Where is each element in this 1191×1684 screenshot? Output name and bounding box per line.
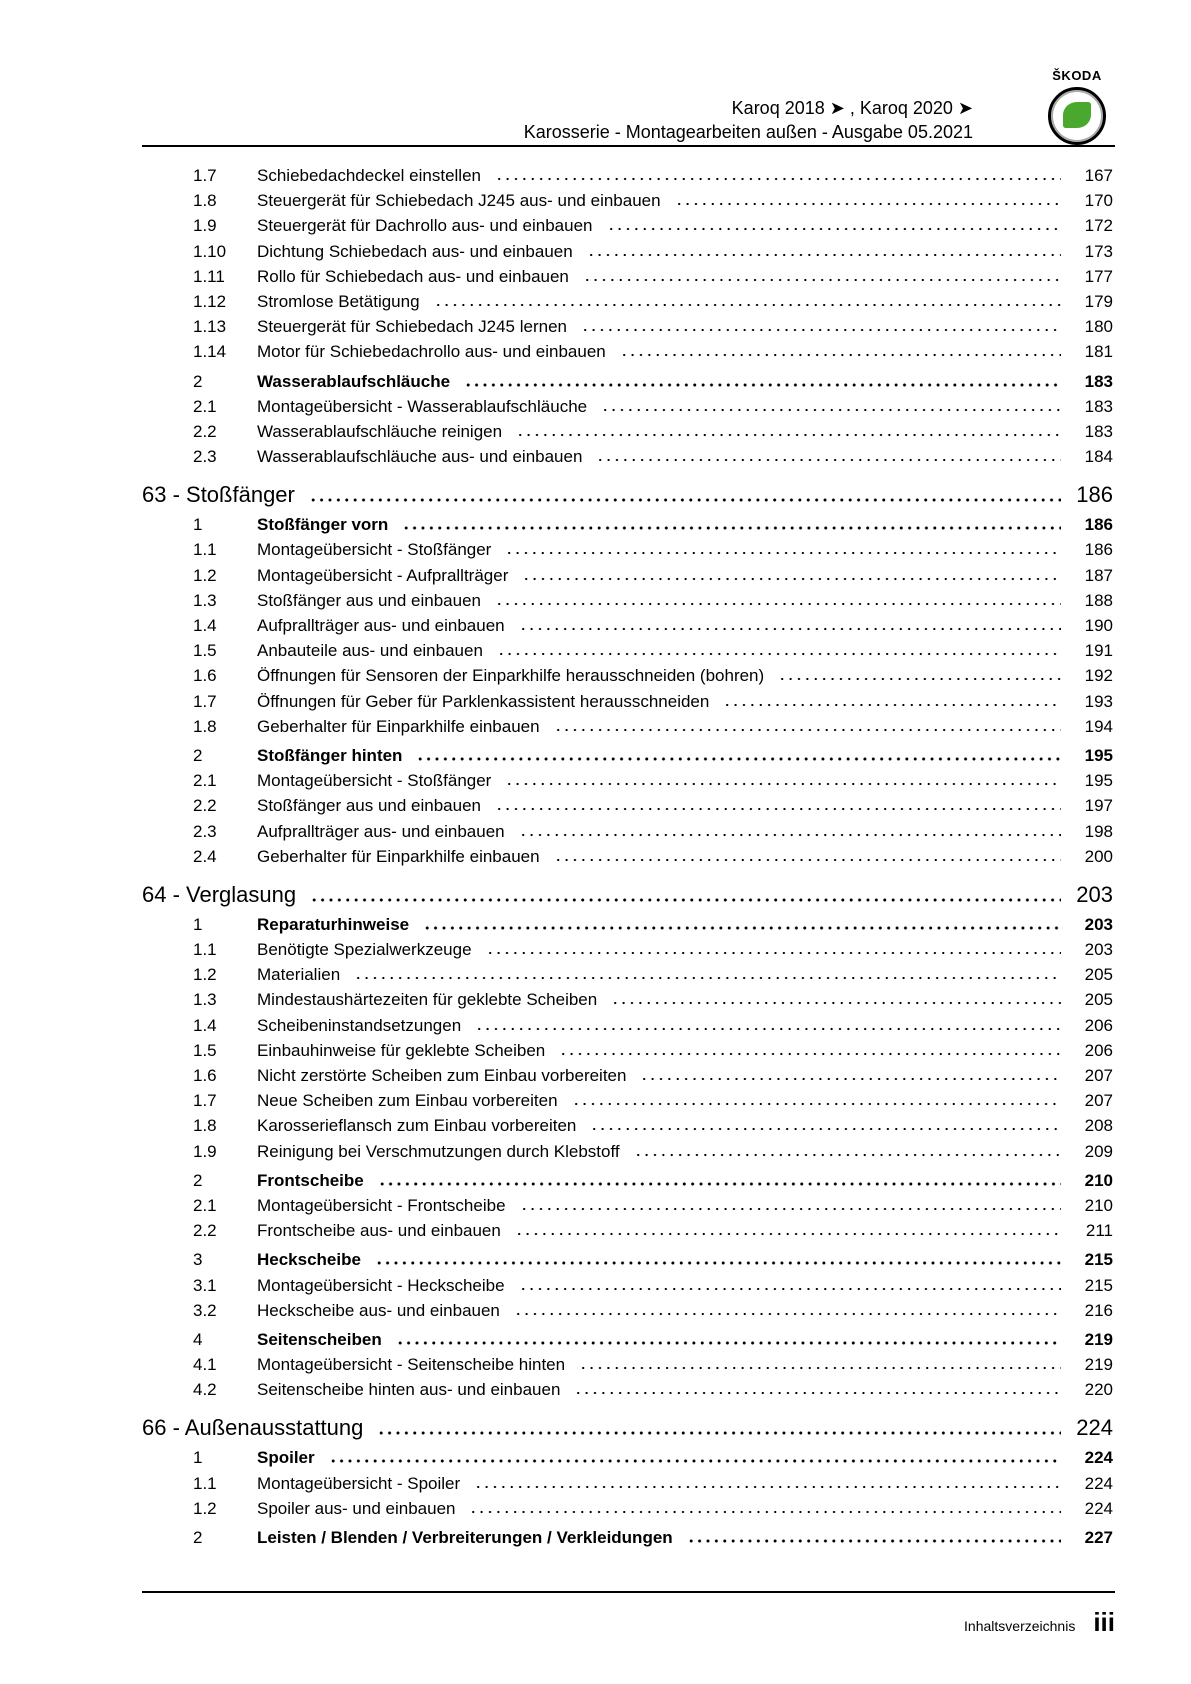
dot-leader <box>601 408 1061 412</box>
entry-title: 63 - Stoßfänger <box>142 482 295 508</box>
dot-leader <box>579 1366 1061 1370</box>
toc-section[interactable] <box>142 1250 1113 1275</box>
dot-leader <box>596 458 1061 462</box>
entry-page: 172 <box>1084 216 1113 236</box>
dot-leader <box>505 551 1061 555</box>
dot-leader <box>329 1459 1061 1463</box>
toc-section[interactable] <box>142 515 1113 540</box>
dot-leader <box>723 703 1061 707</box>
entry-number: 1.5 <box>193 641 217 661</box>
dot-leader <box>354 976 1061 980</box>
dot-leader <box>572 1102 1061 1106</box>
footer-section-name: Inhaltsverzeichnis <box>964 1618 1076 1634</box>
entry-page: 203 <box>1084 914 1113 934</box>
dot-leader <box>519 833 1061 837</box>
entry-title: Öffnungen für Sensoren der Einparkhilfe herausschneiden (bohren) <box>257 666 765 686</box>
entry-number: 1.3 <box>193 590 217 610</box>
dot-leader <box>574 1391 1061 1395</box>
dot-leader <box>590 1127 1061 1131</box>
toc-section[interactable] <box>142 1171 1113 1196</box>
toc-entry[interactable] <box>142 717 1113 742</box>
entry-title: Steuergerät für Schiebedach J245 aus- und einbauen <box>257 191 661 211</box>
entry-page: 203 <box>1084 940 1113 960</box>
entry-page: 183 <box>1084 371 1113 391</box>
entry-number: 3.1 <box>193 1275 217 1295</box>
entry-page: 179 <box>1084 291 1113 311</box>
entry-title: Aufprallträger aus- und einbauen <box>257 616 505 635</box>
entry-title: Seitenscheiben <box>257 1329 382 1349</box>
entry-number: 1.2 <box>193 565 217 585</box>
entry-page: 219 <box>1084 1355 1113 1375</box>
dot-leader <box>778 677 1061 681</box>
entry-number: 1.9 <box>193 1141 217 1161</box>
entry-page: 197 <box>1084 796 1113 816</box>
entry-page: 215 <box>1084 1275 1113 1295</box>
entry-number: 1.6 <box>193 666 217 686</box>
dot-leader <box>402 526 1061 530</box>
dot-leader <box>554 728 1061 732</box>
entry-number: 1.10 <box>193 241 227 261</box>
entry-page: 203 <box>1076 881 1113 907</box>
entry-title: Montageübersicht - Seitenscheibe hinten <box>257 1355 566 1375</box>
toc-entry[interactable] <box>142 1091 1113 1116</box>
entry-title: Montageübersicht - Spoiler <box>257 1473 461 1493</box>
toc-entry[interactable] <box>142 666 1113 691</box>
entry-title: Stoßfänger hinten <box>257 745 403 765</box>
toc-entry[interactable] <box>142 1499 1113 1524</box>
entry-page: 211 <box>1085 1221 1113 1241</box>
entry-number: 2.4 <box>193 846 217 866</box>
entry-page: 188 <box>1084 590 1113 610</box>
header-divider <box>142 145 1115 147</box>
entry-title: Wasserablaufschläuche <box>257 371 451 391</box>
entry-page: 209 <box>1084 1141 1113 1161</box>
dot-leader <box>514 1312 1061 1316</box>
entry-page: 180 <box>1084 317 1113 337</box>
dot-leader <box>378 1182 1061 1186</box>
toc-entry[interactable] <box>142 1276 1113 1301</box>
entry-page: 219 <box>1084 1329 1113 1349</box>
entry-page: 224 <box>1084 1473 1113 1493</box>
toc-entry[interactable] <box>142 822 1113 847</box>
entry-number: 2.2 <box>193 1221 217 1241</box>
entry-title: Montageübersicht - Stoßfänger <box>257 771 492 791</box>
dot-leader <box>486 951 1061 955</box>
entry-number: 1.9 <box>193 216 217 236</box>
toc-entry[interactable] <box>142 1066 1113 1091</box>
entry-page: 192 <box>1084 666 1113 686</box>
dot-leader <box>434 303 1061 307</box>
entry-title: Motor für Schiebedachrollo aus- und einbauen <box>257 342 606 362</box>
dot-leader <box>464 383 1061 387</box>
entry-number: 1.1 <box>193 540 217 560</box>
entry-title: Wasserablaufschläuche reinigen <box>257 421 503 441</box>
toc-entry[interactable] <box>142 1142 1113 1167</box>
entry-page: 195 <box>1084 745 1113 765</box>
entry-page: 194 <box>1084 716 1113 736</box>
entry-page: 195 <box>1084 771 1113 791</box>
entry-page: 205 <box>1084 990 1113 1010</box>
toc-entry[interactable] <box>142 1474 1113 1499</box>
entry-title: Stoßfänger aus und einbauen <box>257 796 482 816</box>
footer <box>964 1607 1115 1638</box>
entry-title: Aufprallträger aus- und einbauen <box>257 821 505 841</box>
toc-entry[interactable] <box>142 422 1113 447</box>
entry-title: Schiebedachdeckel einstellen <box>257 166 481 185</box>
entry-number: 3 <box>193 1250 203 1270</box>
footer-page-number: iii <box>1093 1607 1115 1637</box>
entry-number: 1.3 <box>193 990 217 1010</box>
toc-entry[interactable] <box>142 292 1113 317</box>
entry-title: Steuergerät für Dachrollo aus- und einbauen <box>257 216 593 236</box>
skoda-arrow-icon <box>1048 87 1106 145</box>
dot-leader <box>515 1232 1061 1236</box>
toc-entry[interactable] <box>142 540 1113 565</box>
toc-entry[interactable] <box>142 940 1113 965</box>
entry-page: 200 <box>1084 846 1113 866</box>
entry-number: 1.2 <box>193 1498 217 1518</box>
entry-page: 190 <box>1084 616 1113 635</box>
entry-number: 1.7 <box>193 1091 217 1111</box>
entry-number: 1.5 <box>193 1040 217 1060</box>
toc-entry[interactable] <box>142 1355 1113 1380</box>
toc-chapter[interactable] <box>142 1415 1113 1446</box>
entry-page: 224 <box>1084 1448 1113 1468</box>
dot-leader <box>309 498 1061 502</box>
entry-page: 224 <box>1084 1498 1113 1518</box>
dot-leader <box>396 1341 1061 1345</box>
entry-number: 4.2 <box>193 1380 217 1400</box>
dot-leader <box>495 177 1061 181</box>
entry-title: Montageübersicht - Aufprallträger <box>257 565 509 585</box>
entry-title: 64 - Verglasung <box>142 881 297 907</box>
entry-page: 216 <box>1084 1300 1113 1320</box>
dot-leader <box>675 202 1061 206</box>
entry-number: 1.6 <box>193 1066 217 1085</box>
entry-number: 1.1 <box>193 940 217 960</box>
entry-page: 183 <box>1084 396 1113 416</box>
entry-page: 198 <box>1084 821 1113 841</box>
entry-title: Frontscheibe <box>257 1170 364 1190</box>
toc-section[interactable] <box>142 1448 1113 1473</box>
entry-page: 227 <box>1084 1528 1113 1547</box>
entry-number: 1.7 <box>193 166 217 185</box>
entry-page: 210 <box>1084 1195 1113 1215</box>
entry-number: 1.8 <box>193 716 217 736</box>
entry-title: Heckscheibe aus- und einbauen <box>257 1300 500 1320</box>
entry-page: 170 <box>1084 191 1113 211</box>
entry-number: 2.1 <box>193 396 217 416</box>
entry-title: Montageübersicht - Heckscheibe <box>257 1275 505 1295</box>
entry-page: 184 <box>1084 447 1113 467</box>
entry-title: Geberhalter für Einparkhilfe einbauen <box>257 716 540 736</box>
dot-leader <box>559 1052 1061 1056</box>
dot-leader <box>495 602 1061 606</box>
entry-page: 206 <box>1084 1015 1113 1035</box>
header-vehicle-models: Karoq 2018 ➤ , Karoq 2020 ➤ <box>731 98 973 118</box>
dot-leader <box>554 858 1061 862</box>
entry-number: 1.14 <box>193 342 227 362</box>
entry-number: 2.3 <box>193 821 217 841</box>
header-document-title: Karosserie - Montagearbeiten außen - Ausgabe 05.2021 <box>523 122 973 142</box>
dot-leader <box>581 328 1061 332</box>
entry-title: Steuergerät für Schiebedach J245 lernen <box>257 317 567 337</box>
entry-number: 2.1 <box>193 771 217 791</box>
entry-title: Nicht zerstörte Scheiben zum Einbau vorbereiten <box>257 1066 627 1085</box>
entry-title: 66 - Außenausstattung <box>142 1415 364 1441</box>
dot-leader <box>469 1510 1061 1514</box>
entry-title: Öffnungen für Geber für Parklenkassistent herausschneiden <box>257 691 710 711</box>
dot-leader <box>519 627 1061 631</box>
toc-section[interactable] <box>142 1528 1113 1553</box>
entry-title: Reinigung bei Verschmutzungen durch Klebstoff <box>257 1141 620 1161</box>
toc-entry[interactable] <box>142 191 1113 216</box>
toc-entry[interactable] <box>142 166 1113 191</box>
toc-entry[interactable] <box>142 965 1113 990</box>
entry-number: 2 <box>193 1170 203 1190</box>
entry-number: 4 <box>193 1329 203 1349</box>
entry-page: 220 <box>1084 1380 1113 1400</box>
dot-leader <box>640 1077 1061 1081</box>
toc-entry[interactable] <box>142 397 1113 422</box>
toc-entry[interactable] <box>142 1116 1113 1141</box>
dot-leader <box>377 1431 1061 1435</box>
entry-page: 207 <box>1084 1091 1113 1111</box>
entry-page: 186 <box>1076 482 1113 508</box>
entry-title: Mindestaushärtezeiten für geklebte Scheiben <box>257 990 598 1010</box>
entry-title: Stoßfänger vorn <box>257 515 389 535</box>
toc-entry[interactable] <box>142 616 1113 641</box>
entry-title: Anbauteile aus- und einbauen <box>257 641 483 661</box>
entry-title: Seitenscheibe hinten aus- und einbauen <box>257 1380 561 1400</box>
entry-page: 181 <box>1084 342 1113 362</box>
entry-title: Scheibeninstandsetzungen <box>257 1015 462 1035</box>
entry-number: 1.7 <box>193 691 217 711</box>
entry-number: 2 <box>193 1528 203 1547</box>
entry-number: 1.8 <box>193 191 217 211</box>
entry-page: 193 <box>1084 691 1113 711</box>
entry-title: Reparaturhinweise <box>257 914 410 934</box>
entry-title: Karosserieflansch zum Einbau vorbereiten <box>257 1116 577 1136</box>
dot-leader <box>620 353 1061 357</box>
dot-leader <box>423 926 1061 930</box>
toc-entry[interactable] <box>142 847 1113 872</box>
entry-number: 2 <box>193 745 203 765</box>
toc-section[interactable] <box>142 915 1113 940</box>
entry-title: Montageübersicht - Frontscheibe <box>257 1195 506 1215</box>
dot-leader <box>611 1001 1061 1005</box>
entry-title: Spoiler aus- und einbauen <box>257 1498 456 1518</box>
toc-section[interactable] <box>142 746 1113 771</box>
toc-chapter[interactable] <box>142 482 1113 513</box>
dot-leader <box>522 577 1061 581</box>
entry-number: 3.2 <box>193 1300 217 1320</box>
entry-title: Montageübersicht - Wasserablaufschläuche <box>257 396 588 416</box>
entry-number: 1.1 <box>193 1473 217 1493</box>
entry-number: 2.2 <box>193 796 217 816</box>
dot-leader <box>520 1207 1061 1211</box>
entry-page: 210 <box>1084 1170 1113 1190</box>
entry-title: Spoiler <box>257 1448 315 1468</box>
entry-number: 1.11 <box>193 266 225 286</box>
entry-title: Wasserablaufschläuche aus- und einbauen <box>257 447 583 467</box>
entry-page: 205 <box>1084 965 1113 985</box>
logo-wordmark: ŠKODA <box>1052 68 1102 83</box>
toc-entry[interactable] <box>142 990 1113 1015</box>
entry-page: 177 <box>1084 266 1113 286</box>
skoda-logo <box>1042 68 1112 145</box>
dot-leader <box>516 433 1061 437</box>
entry-page: 186 <box>1084 515 1113 535</box>
dot-leader <box>497 652 1061 656</box>
entry-page: 215 <box>1084 1250 1113 1270</box>
entry-title: Geberhalter für Einparkhilfe einbauen <box>257 846 540 866</box>
dot-leader <box>310 898 1061 902</box>
entry-number: 1.8 <box>193 1116 217 1136</box>
dot-leader <box>505 782 1061 786</box>
toc-entry[interactable] <box>142 1221 1113 1246</box>
toc-entry[interactable] <box>142 692 1113 717</box>
toc-entry[interactable] <box>142 641 1113 666</box>
entry-number: 2.2 <box>193 421 217 441</box>
entry-number: 1 <box>193 914 203 934</box>
toc-entry[interactable] <box>142 566 1113 591</box>
toc-entry[interactable] <box>142 1301 1113 1326</box>
toc-entry[interactable] <box>142 447 1113 472</box>
entry-title: Benötigte Spezialwerkzeuge <box>257 940 472 960</box>
entry-number: 1.2 <box>193 965 217 985</box>
dot-leader <box>416 757 1061 761</box>
entry-page: 207 <box>1084 1066 1113 1085</box>
entry-number: 1.4 <box>193 1015 217 1035</box>
entry-number: 2.3 <box>193 447 217 467</box>
entry-title: Rollo für Schiebedach aus- und einbauen <box>257 266 569 286</box>
toc-entry[interactable] <box>142 216 1113 241</box>
dot-leader <box>474 1485 1061 1489</box>
toc-entry[interactable] <box>142 267 1113 292</box>
dot-leader <box>475 1027 1061 1031</box>
dot-leader <box>634 1153 1061 1157</box>
entry-title: Stromlose Betätigung <box>257 291 420 311</box>
entry-number: 1 <box>193 515 203 535</box>
dot-leader <box>687 1539 1061 1543</box>
entry-title: Dichtung Schiebedach aus- und einbauen <box>257 241 573 261</box>
entry-page: 191 <box>1084 641 1113 661</box>
toc-entry[interactable] <box>142 1196 1113 1221</box>
entry-number: 2 <box>193 371 203 391</box>
dot-leader <box>583 278 1061 282</box>
entry-number: 1.13 <box>193 317 227 337</box>
entry-title: Montageübersicht - Stoßfänger <box>257 540 492 560</box>
entry-page: 224 <box>1076 1415 1113 1441</box>
entry-number: 4.1 <box>193 1355 217 1375</box>
toc-entry[interactable] <box>142 1041 1113 1066</box>
toc-entry[interactable] <box>142 317 1113 342</box>
dot-leader <box>519 1287 1061 1291</box>
entry-title: Frontscheibe aus- und einbauen <box>257 1221 501 1241</box>
toc-entry[interactable] <box>142 1016 1113 1041</box>
toc-entry[interactable] <box>142 591 1113 616</box>
toc-entry[interactable] <box>142 771 1113 796</box>
table-of-contents <box>142 166 1113 1553</box>
entry-title: Stoßfänger aus und einbauen <box>257 590 482 610</box>
entry-number: 1 <box>193 1448 203 1468</box>
dot-leader <box>495 807 1061 811</box>
footer-divider <box>142 1591 1115 1593</box>
entry-page: 208 <box>1084 1116 1113 1136</box>
entry-number: 2.1 <box>193 1195 217 1215</box>
entry-title: Einbauhinweise für geklebte Scheiben <box>257 1040 546 1060</box>
entry-page: 183 <box>1084 421 1113 441</box>
entry-page: 173 <box>1084 241 1113 261</box>
dot-leader <box>587 253 1061 257</box>
entry-title: Neue Scheiben zum Einbau vorbereiten <box>257 1091 558 1111</box>
entry-page: 187 <box>1084 565 1113 585</box>
dot-leader <box>607 227 1062 231</box>
entry-title: Materialien <box>257 965 341 985</box>
entry-number: 1.12 <box>193 291 227 311</box>
toc-entry[interactable] <box>142 342 1113 367</box>
toc-section[interactable] <box>142 372 1113 397</box>
entry-page: 186 <box>1084 540 1113 560</box>
dot-leader <box>375 1261 1061 1265</box>
toc-entry[interactable] <box>142 242 1113 267</box>
entry-page: 206 <box>1084 1040 1113 1060</box>
entry-title: Leisten / Blenden / Verbreiterungen / Verkleidungen <box>257 1528 673 1547</box>
entry-page: 167 <box>1084 166 1113 185</box>
toc-entry[interactable] <box>142 1380 1113 1405</box>
toc-entry[interactable] <box>142 796 1113 821</box>
entry-title: Heckscheibe <box>257 1250 361 1270</box>
toc-section[interactable] <box>142 1330 1113 1355</box>
entry-number: 1.4 <box>193 616 217 635</box>
toc-chapter[interactable] <box>142 882 1113 913</box>
